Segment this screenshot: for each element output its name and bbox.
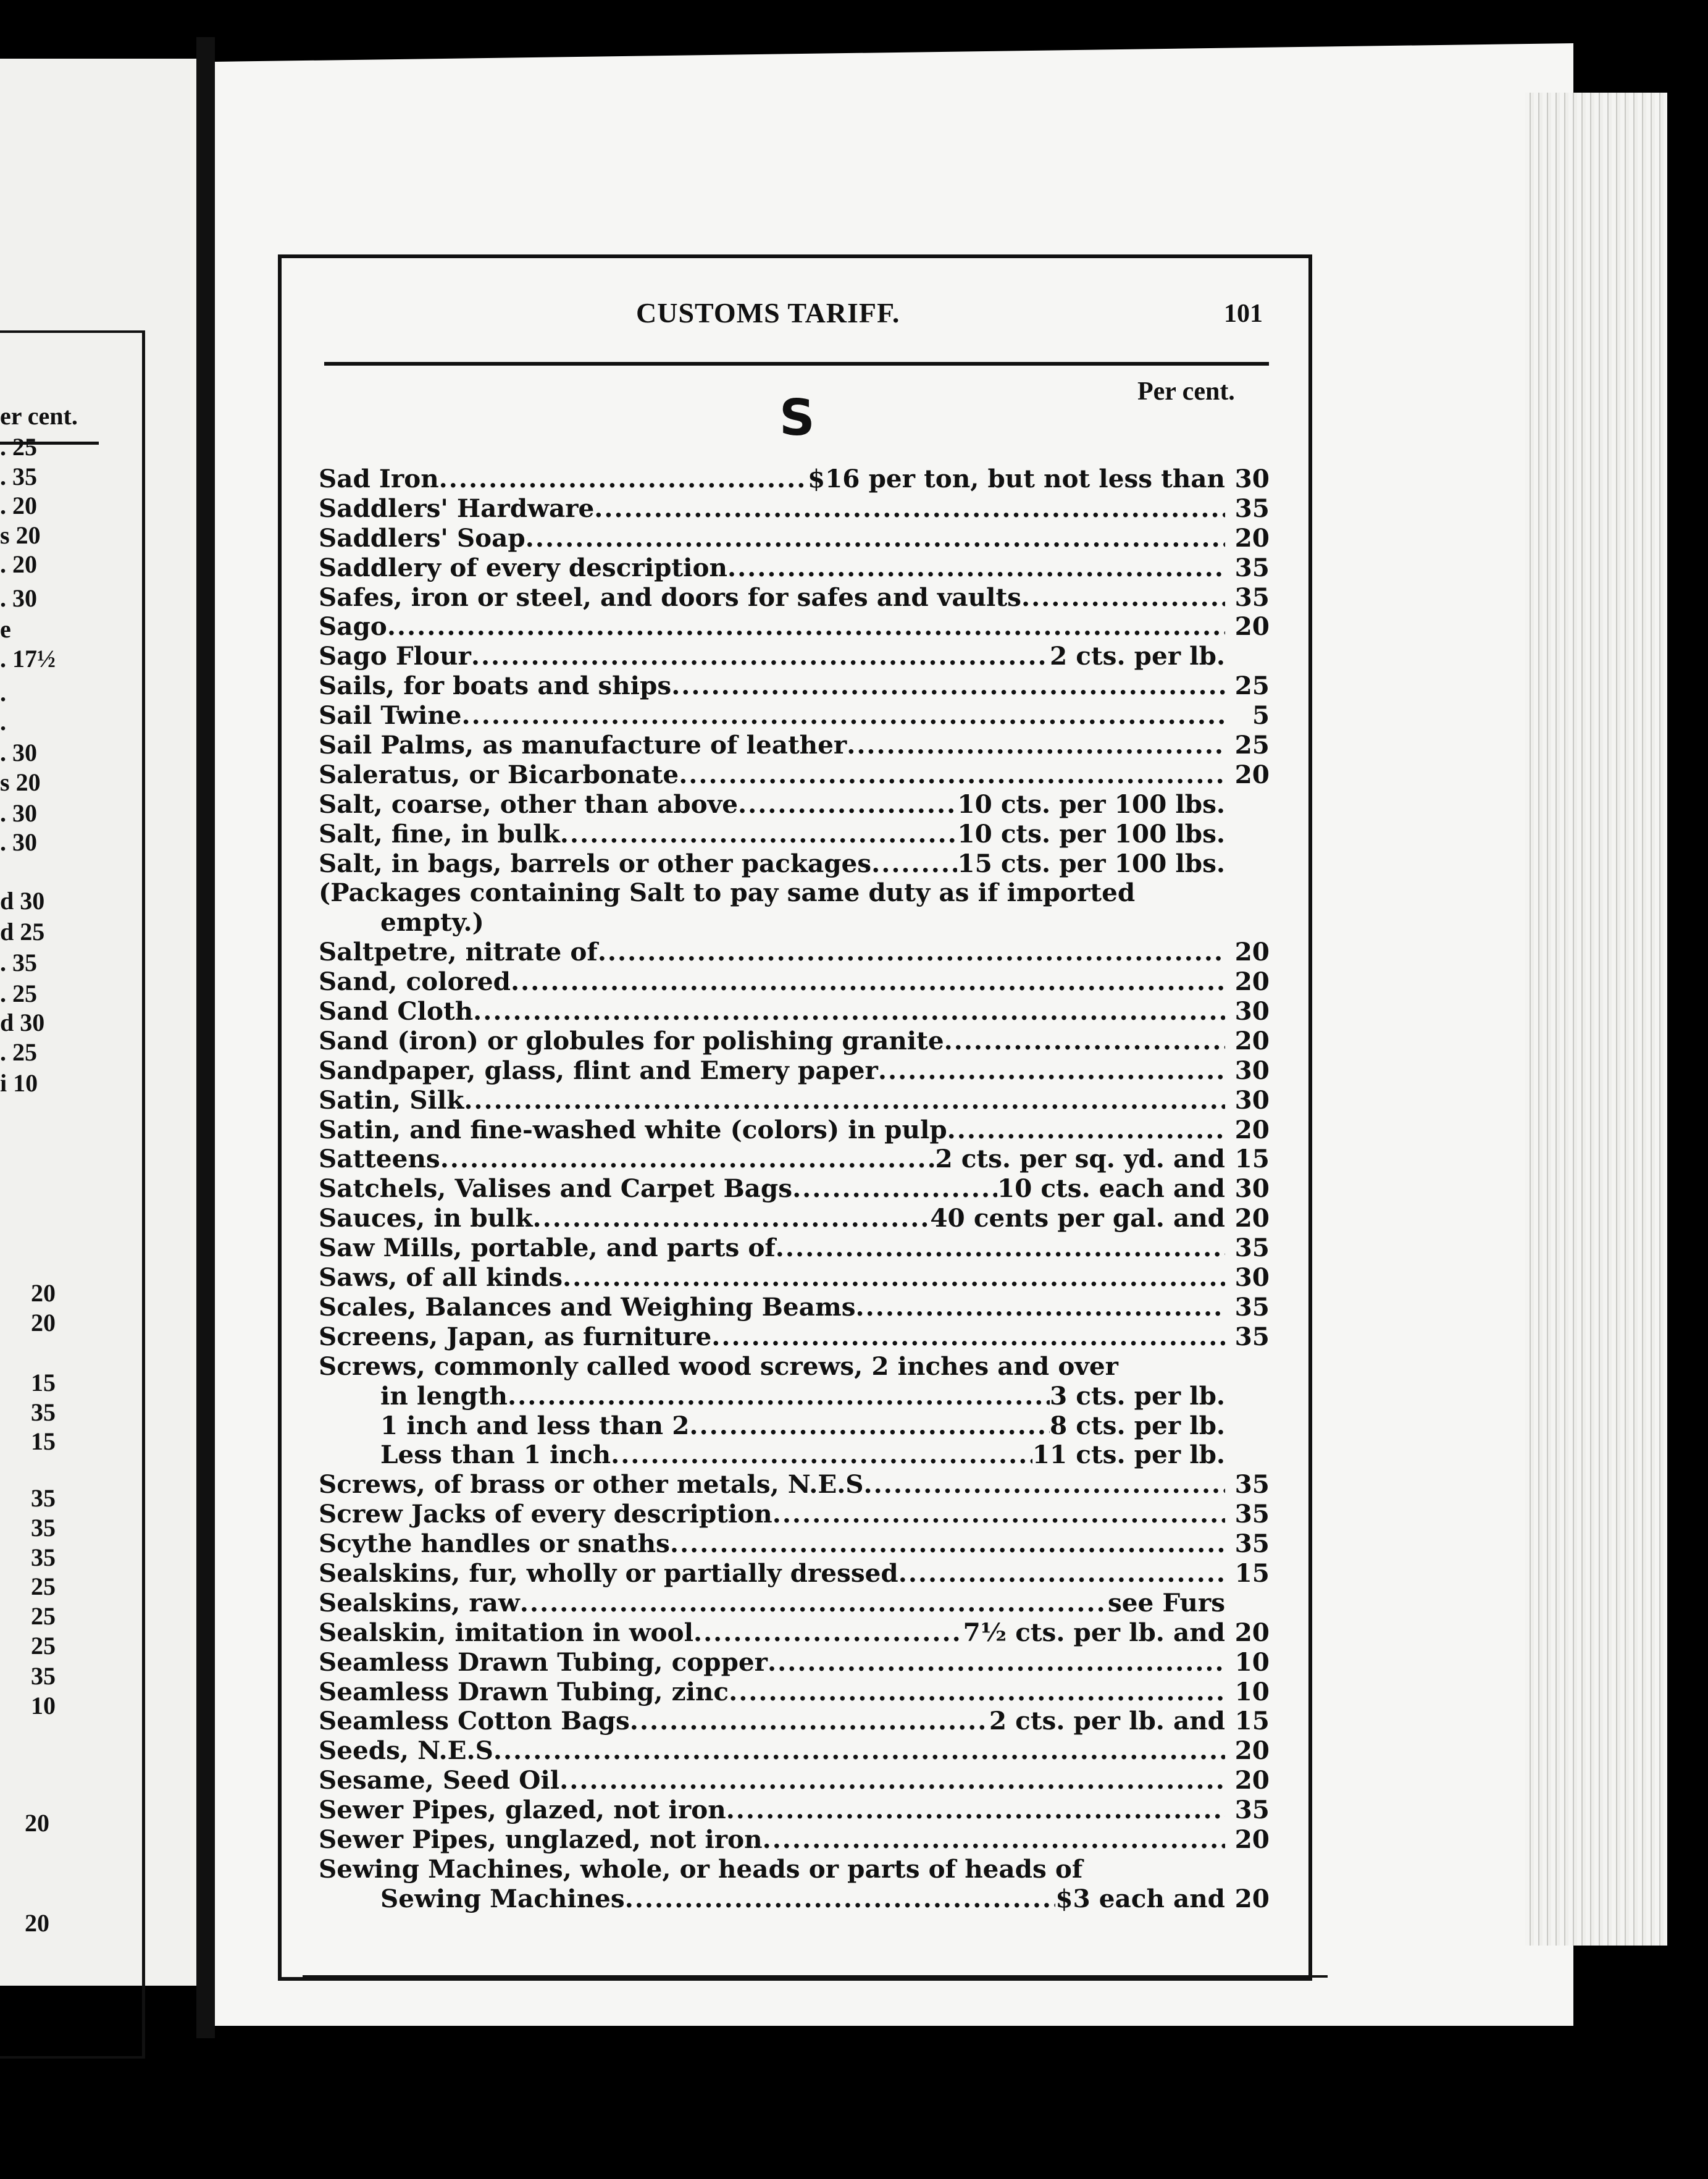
- entry-rate: 2 cts. per sq. yd. and: [935, 1144, 1225, 1174]
- entry-item: Satchels, Valises and Carpet Bags: [319, 1174, 793, 1204]
- left-page-fragment: 20: [25, 1809, 49, 1837]
- tariff-entry: [319, 967, 1270, 997]
- left-page-fragment: er cent.: [0, 402, 78, 430]
- entry-per-cent: 35: [1234, 1291, 1270, 1322]
- left-page-fragment: . 30: [0, 739, 37, 766]
- entry-description: [319, 1352, 1225, 1382]
- dot-leader: [689, 1411, 1050, 1441]
- tariff-entry: [319, 1500, 1270, 1529]
- left-page-fragment: . 30: [0, 828, 37, 856]
- left-page-fragment: 35: [31, 1514, 56, 1542]
- entry-description: [319, 1263, 1225, 1293]
- entry-rate: 8 cts. per lb.: [1050, 1411, 1225, 1440]
- dot-leader: [726, 1795, 1225, 1825]
- entry-description: [319, 1293, 1225, 1322]
- tariff-entry: [319, 790, 1270, 820]
- dot-leader: [738, 790, 957, 820]
- tariff-entry: [319, 1115, 1270, 1145]
- dot-leader: [847, 731, 1225, 760]
- dot-leader: [878, 1056, 1225, 1086]
- dot-leader: [670, 1529, 1225, 1559]
- tariff-entry: [319, 1174, 1270, 1204]
- dot-leader: [944, 1027, 1225, 1056]
- dot-leader: [493, 1736, 1225, 1766]
- entry-description: [319, 1470, 1225, 1500]
- left-page-fragment: . 25: [0, 980, 37, 1007]
- entry-description: [319, 1382, 1225, 1411]
- tariff-entry: [319, 1884, 1270, 1914]
- entry-item: Screw Jacks of every description: [319, 1500, 772, 1529]
- entry-description: [319, 1174, 1225, 1204]
- entry-description: [319, 1648, 1225, 1677]
- entry-item: Sealskins, fur, wholly or partially dressed: [319, 1558, 898, 1588]
- entry-item: Sand, colored: [319, 967, 511, 997]
- dot-leader: [520, 1589, 1108, 1618]
- left-page-fragment: . 35: [0, 463, 37, 490]
- entry-item: Sewing Machines, whole, or heads or parts of heads of: [319, 1854, 1083, 1884]
- entry-description: [319, 1736, 1225, 1766]
- entry-item: Sail Twine: [319, 701, 462, 731]
- dot-leader: [630, 1707, 989, 1736]
- entry-description: [319, 1086, 1225, 1115]
- entry-description: [319, 1766, 1225, 1795]
- page-edges: [1525, 93, 1667, 1946]
- dot-leader: [473, 997, 1225, 1027]
- entry-description: [319, 878, 1225, 908]
- tariff-entry: [319, 908, 1270, 938]
- entry-per-cent: 30: [1234, 996, 1270, 1027]
- left-page-fragment: . 30: [0, 799, 37, 827]
- dot-leader: [598, 938, 1225, 967]
- entry-description: [319, 1707, 1225, 1736]
- dot-leader: [776, 1233, 1225, 1263]
- dot-leader: [898, 1559, 1225, 1589]
- entry-description: [319, 494, 1225, 524]
- entry-description: [319, 1322, 1225, 1352]
- entry-description: [319, 820, 1225, 849]
- left-page-fragment: s 20: [0, 768, 41, 796]
- per-cent-column-label: Per cent.: [1137, 377, 1235, 406]
- entry-description: [319, 1204, 1225, 1233]
- left-page-fragment: . 20: [0, 550, 37, 578]
- left-page-fragment: 10: [31, 1692, 56, 1719]
- dot-leader: [671, 671, 1225, 701]
- dot-leader: [594, 494, 1225, 524]
- entry-description: [319, 1233, 1225, 1263]
- entry-item: Safes, iron or steel, and doors for safes and vaults: [319, 582, 1021, 612]
- left-page-fragment: . 25: [0, 1038, 37, 1066]
- tariff-entry: [319, 553, 1270, 583]
- entry-item: Screws, commonly called wood screws, 2 inches and over: [319, 1351, 1118, 1381]
- left-page-fragment: 35: [31, 1398, 56, 1426]
- entry-item: in length: [380, 1381, 508, 1411]
- entry-description: [319, 671, 1225, 701]
- dot-leader: [525, 524, 1225, 553]
- left-page-fragment: d 30: [0, 887, 45, 915]
- entry-description: [319, 731, 1225, 760]
- entry-per-cent: 20: [1234, 937, 1270, 967]
- tariff-entry: [319, 1825, 1270, 1855]
- dot-leader: [387, 612, 1225, 642]
- page-number: 101: [1224, 300, 1263, 328]
- tariff-entry: [319, 1766, 1270, 1795]
- page-title: CUSTOMS TARIFF.: [636, 297, 900, 329]
- tariff-entry: [319, 820, 1270, 849]
- tariff-entry: [319, 1559, 1270, 1589]
- entry-rate: 2 cts. per lb. and: [989, 1707, 1225, 1736]
- entry-item: Sail Palms, as manufacture of leather: [319, 731, 847, 760]
- entry-per-cent: 20: [1234, 967, 1270, 997]
- tariff-entry: [319, 1440, 1270, 1470]
- entry-item: Saddlers' Soap: [319, 523, 525, 553]
- entry-item: Sad Iron: [319, 464, 439, 493]
- entry-description: [319, 1677, 1225, 1707]
- tariff-entries: [319, 464, 1270, 1914]
- dot-leader: [559, 1766, 1225, 1795]
- tariff-entry: [319, 1795, 1270, 1825]
- entry-description: [319, 1618, 1225, 1648]
- entry-per-cent: 15: [1234, 1558, 1270, 1588]
- entry-item: Sand (iron) or globules for polishing granite: [319, 1026, 944, 1056]
- entry-per-cent: 35: [1234, 1529, 1270, 1559]
- entry-per-cent: 5: [1252, 700, 1270, 731]
- entry-rate: 7½ cts. per lb. and: [963, 1618, 1225, 1647]
- tariff-entry: [319, 464, 1270, 494]
- tariff-entry: [319, 1855, 1270, 1884]
- tariff-entry: [319, 524, 1270, 553]
- entry-item: Less than 1 inch: [380, 1440, 611, 1470]
- entry-rate: 10 cts. per 100 lbs.: [957, 819, 1225, 849]
- entry-per-cent: 15: [1234, 1706, 1270, 1736]
- tariff-entry: [319, 1233, 1270, 1263]
- tariff-entry: [319, 1589, 1270, 1618]
- dot-leader: [772, 1500, 1225, 1529]
- entry-item: Seeds, N.E.S: [319, 1736, 493, 1766]
- entry-item: Saltpetre, nitrate of: [319, 938, 598, 967]
- entry-item: Sandpaper, glass, flint and Emery paper: [319, 1056, 878, 1085]
- left-page-fragment: 35: [31, 1484, 56, 1512]
- entry-description: [319, 1884, 1225, 1914]
- left-page-fragment: 35: [31, 1662, 56, 1690]
- entry-rate: $16 per ton, but not less than: [807, 464, 1225, 493]
- entry-per-cent: 30: [1234, 1085, 1270, 1115]
- tariff-entry: [319, 1707, 1270, 1736]
- tariff-entry: [319, 731, 1270, 760]
- tariff-entry: [319, 1382, 1270, 1411]
- entry-item: Salt, fine, in bulk: [319, 819, 560, 849]
- dot-leader: [625, 1884, 1056, 1914]
- entry-description: [319, 642, 1225, 671]
- dot-leader: [763, 1825, 1225, 1855]
- tariff-entry: [319, 878, 1270, 908]
- bottom-rule: [303, 1975, 1328, 1978]
- entry-rate: $3 each and: [1055, 1884, 1225, 1913]
- dot-leader: [729, 1677, 1225, 1707]
- left-page-fragment: . 30: [0, 584, 37, 612]
- entry-description: [319, 938, 1225, 967]
- entry-per-cent: 20: [1234, 759, 1270, 789]
- entry-description: [319, 1440, 1225, 1470]
- left-page-fragment: .: [0, 708, 6, 736]
- section-letter: S: [779, 389, 815, 447]
- entry-per-cent: 30: [1234, 1262, 1270, 1293]
- entry-per-cent: 20: [1234, 1203, 1270, 1233]
- entry-item: Screws, of brass or other metals, N.E.S: [319, 1470, 864, 1500]
- entry-description: [319, 583, 1225, 613]
- entry-per-cent: 30: [1234, 464, 1270, 493]
- entry-per-cent: 30: [1234, 1173, 1270, 1204]
- entry-per-cent: 20: [1234, 1025, 1270, 1056]
- entry-rate: 11 cts. per lb.: [1032, 1440, 1225, 1470]
- tariff-entry: [319, 997, 1270, 1027]
- tariff-entry: [319, 494, 1270, 524]
- dot-leader: [439, 464, 808, 494]
- entry-rate: 2 cts. per lb.: [1050, 642, 1225, 671]
- entry-description: [319, 1144, 1225, 1174]
- entry-description: [319, 967, 1225, 997]
- entry-per-cent: 20: [1234, 1114, 1270, 1144]
- entry-item: Satin, and fine-washed white (colors) in pulp: [319, 1115, 947, 1144]
- dot-leader: [1021, 583, 1225, 613]
- entry-item: Sewer Pipes, glazed, not iron: [319, 1795, 726, 1825]
- dot-leader: [533, 1204, 931, 1233]
- tariff-entry: [319, 849, 1270, 879]
- tariff-entry: [319, 1352, 1270, 1382]
- left-page-fragment: . 25: [0, 433, 37, 461]
- entry-per-cent: 20: [1234, 1617, 1270, 1647]
- entry-description: [319, 1056, 1225, 1086]
- entry-item: Sealskins, raw: [319, 1588, 520, 1618]
- entry-item: Sealskin, imitation in wool: [319, 1618, 693, 1647]
- entry-description: [319, 553, 1225, 583]
- dot-leader: [511, 967, 1225, 997]
- tariff-entry: [319, 1736, 1270, 1766]
- left-page-fragment: . 35: [0, 949, 37, 976]
- left-page-fragment: 25: [31, 1632, 56, 1660]
- entry-item: Salt, in bags, barrels or other packages: [319, 849, 872, 878]
- tariff-entry: [319, 1648, 1270, 1677]
- entry-description: [319, 1500, 1225, 1529]
- entry-rate: see Furs: [1107, 1588, 1225, 1618]
- dot-leader: [464, 1086, 1225, 1115]
- entry-item: Sesame, Seed Oil: [319, 1766, 560, 1795]
- entry-description: [319, 612, 1225, 642]
- left-page-fragment: i 10: [0, 1069, 38, 1097]
- tariff-entry: [319, 1263, 1270, 1293]
- dot-leader: [711, 1322, 1225, 1352]
- entry-item: Saws, of all kinds: [319, 1263, 563, 1293]
- dot-leader: [471, 642, 1050, 671]
- dot-leader: [792, 1174, 997, 1204]
- left-page-fragment: . 17½: [0, 645, 56, 673]
- entry-per-cent: 20: [1234, 1824, 1270, 1854]
- entry-per-cent: 10: [1234, 1647, 1270, 1677]
- entry-item: Screens, Japan, as furniture: [319, 1322, 712, 1351]
- tariff-entry: [319, 1086, 1270, 1115]
- dot-leader: [693, 1618, 963, 1648]
- entry-item: Saleratus, or Bicarbonate: [319, 760, 679, 789]
- left-page-fragment: 15: [31, 1427, 56, 1455]
- entry-item: empty.): [380, 908, 484, 938]
- entry-item: Sauces, in bulk: [319, 1204, 533, 1233]
- entry-description: [319, 1559, 1225, 1589]
- entry-per-cent: 35: [1234, 552, 1270, 582]
- left-page-fragment: 25: [31, 1602, 56, 1630]
- tariff-entry: [319, 1027, 1270, 1056]
- entry-per-cent: 15: [1234, 1144, 1270, 1174]
- book-gutter: [196, 37, 215, 2038]
- entry-description: [319, 1529, 1225, 1559]
- entry-per-cent: 35: [1234, 1469, 1270, 1500]
- dot-leader: [611, 1440, 1032, 1470]
- tariff-entry: [319, 671, 1270, 701]
- entry-item: Sails, for boats and ships: [319, 671, 672, 701]
- tariff-entry: [319, 938, 1270, 967]
- entry-per-cent: 35: [1234, 1795, 1270, 1825]
- tariff-entry: [319, 701, 1270, 731]
- entry-per-cent: 20: [1234, 1736, 1270, 1766]
- tariff-entry: [319, 1618, 1270, 1648]
- entry-item: Sewing Machines: [380, 1884, 625, 1913]
- dot-leader: [508, 1382, 1050, 1411]
- entry-description: [319, 524, 1225, 553]
- entry-item: Saw Mills, portable, and parts of: [319, 1233, 776, 1263]
- entry-item: Seamless Cotton Bags: [319, 1707, 630, 1736]
- tariff-entry: [319, 612, 1270, 642]
- entry-per-cent: 20: [1234, 611, 1270, 642]
- entry-per-cent: 20: [1234, 523, 1270, 553]
- left-page-fragment: d 30: [0, 1009, 45, 1036]
- left-page-fragment: .: [0, 679, 6, 707]
- entry-item: Sago: [319, 612, 387, 642]
- entry-description: [319, 701, 1225, 731]
- dot-leader: [679, 760, 1225, 790]
- left-page-fragment: 35: [31, 1543, 56, 1571]
- entry-description: [319, 1115, 1225, 1145]
- dot-leader: [864, 1470, 1225, 1500]
- header-rule: [324, 362, 1269, 366]
- dot-leader: [560, 820, 958, 849]
- entry-description: [319, 997, 1225, 1027]
- tariff-entry: [319, 1470, 1270, 1500]
- left-page-fragment: 20: [31, 1279, 56, 1307]
- entry-rate: 10 cts. each and: [997, 1174, 1225, 1204]
- entry-item: Saddlers' Hardware: [319, 493, 595, 523]
- dot-leader: [563, 1263, 1225, 1293]
- entry-rate: 40 cents per gal. and: [930, 1204, 1225, 1233]
- entry-description: [319, 790, 1225, 820]
- entry-description: [319, 849, 1225, 879]
- entry-per-cent: 35: [1234, 582, 1270, 612]
- tariff-entry: [319, 1056, 1270, 1086]
- tariff-entry: [319, 1293, 1270, 1322]
- entry-per-cent: 35: [1234, 493, 1270, 523]
- entry-per-cent: 35: [1234, 1321, 1270, 1351]
- left-page: [0, 59, 200, 1986]
- entry-description: [319, 908, 1225, 938]
- dot-leader: [462, 701, 1225, 731]
- entry-item: Saddlery of every description: [319, 553, 727, 582]
- entry-item: Seamless Drawn Tubing, zinc: [319, 1677, 729, 1707]
- left-page-fragment: 15: [31, 1369, 56, 1396]
- entry-item: Sewer Pipes, unglazed, not iron: [319, 1824, 763, 1854]
- entry-item: Seamless Drawn Tubing, copper: [319, 1647, 768, 1677]
- entry-per-cent: 25: [1234, 671, 1270, 701]
- entry-item: Sand Cloth: [319, 997, 474, 1027]
- entry-item: Satteens: [319, 1144, 440, 1174]
- dot-leader: [727, 553, 1225, 583]
- entry-per-cent: 10: [1234, 1676, 1270, 1707]
- tariff-entry: [319, 642, 1270, 671]
- entry-item: Scales, Balances and Weighing Beams: [319, 1292, 856, 1322]
- dot-leader: [947, 1115, 1225, 1145]
- left-page-fragment: e: [0, 615, 11, 643]
- dot-leader: [440, 1144, 936, 1174]
- tariff-entry: [319, 1677, 1270, 1707]
- tariff-entry: [319, 1322, 1270, 1352]
- entry-rate: 10 cts. per 100 lbs.: [957, 789, 1225, 819]
- left-page-fragment: 20: [31, 1309, 56, 1337]
- dot-leader: [871, 849, 957, 879]
- dot-leader: [768, 1648, 1225, 1677]
- entry-per-cent: 25: [1234, 730, 1270, 760]
- dot-leader: [856, 1293, 1225, 1322]
- entry-per-cent: 35: [1234, 1499, 1270, 1529]
- left-page-fragment: . 20: [0, 492, 37, 519]
- entry-description: [319, 464, 1225, 494]
- entry-description: [319, 1027, 1225, 1056]
- entry-description: [319, 1411, 1225, 1441]
- entry-item: Sago Flour: [319, 642, 471, 671]
- entry-item: (Packages containing Salt to pay same duty as if imported: [319, 878, 1136, 908]
- entry-per-cent: 20: [1234, 1883, 1270, 1913]
- entry-description: [319, 1589, 1225, 1618]
- entry-item: Salt, coarse, other than above: [319, 789, 738, 819]
- entry-description: [319, 1795, 1225, 1825]
- entry-item: 1 inch and less than 2: [380, 1411, 690, 1440]
- left-page-fragment: 25: [31, 1572, 56, 1600]
- entry-item: Scythe handles or snaths: [319, 1529, 670, 1559]
- tariff-entry: [319, 760, 1270, 790]
- entry-item: Satin, Silk: [319, 1085, 464, 1115]
- entry-rate: 15 cts. per 100 lbs.: [957, 849, 1225, 878]
- left-page-fragment: s 20: [0, 521, 41, 549]
- tariff-entry: [319, 1204, 1270, 1233]
- tariff-entry: [319, 583, 1270, 613]
- left-page-fragment: 20: [25, 1909, 49, 1937]
- entry-description: [319, 760, 1225, 790]
- tariff-entry: [319, 1411, 1270, 1441]
- tariff-entry: [319, 1144, 1270, 1174]
- entry-description: [319, 1825, 1225, 1855]
- entry-per-cent: 35: [1234, 1233, 1270, 1263]
- tariff-entry: [319, 1529, 1270, 1559]
- entry-per-cent: 20: [1234, 1765, 1270, 1795]
- left-page-fragment: d 25: [0, 918, 45, 946]
- entry-per-cent: 30: [1234, 1055, 1270, 1085]
- entry-rate: 3 cts. per lb.: [1050, 1381, 1225, 1411]
- entry-description: [319, 1855, 1225, 1884]
